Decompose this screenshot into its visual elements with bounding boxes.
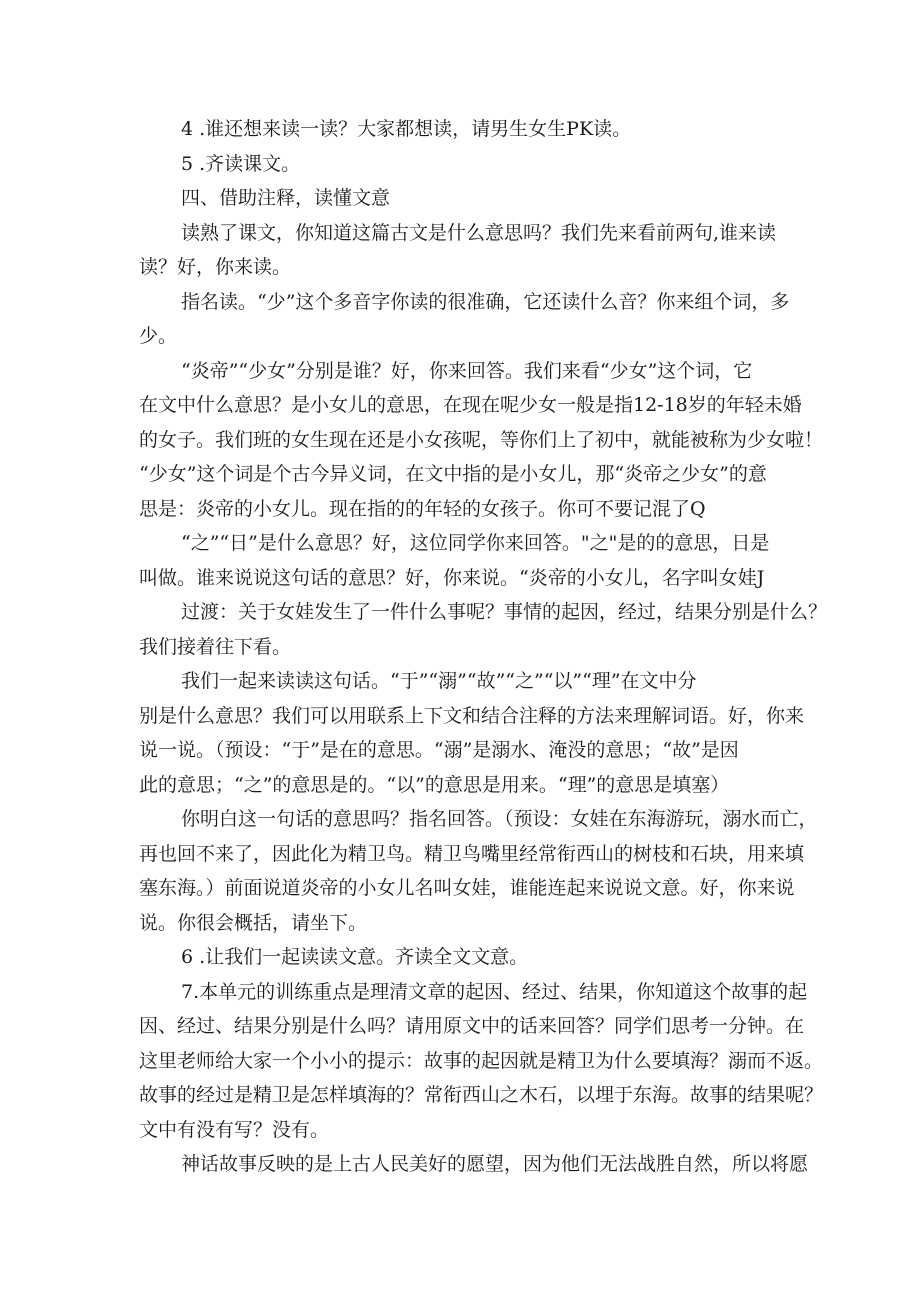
text-line: 文中有没有写？没有。 [139, 1119, 330, 1141]
text-line: 我们接着往下看。 [139, 636, 292, 658]
text-line: 4 .谁还想来读一读？大家都想读，请男生女生PK读。 [181, 118, 632, 140]
text-line: 5 .齐读课文。 [181, 153, 301, 175]
text-line: 别是什么意思？我们可以用联系上下文和结合注释的方法来理解词语。好，你来 [139, 705, 805, 727]
text-line: 7.本单元的训练重点是理清文章的起因、经过、结果，你知道这个故事的起 [181, 981, 808, 1003]
text-line: 读？好，你来读。 [139, 256, 292, 278]
text-line: 我们一起来读读这句话。“于”“溺”“故”“之”“以”“理”在文中分 [181, 670, 697, 692]
text-line: 说一说。（预设：“于”是在的意思。“溺”是溺水、淹没的意思；“故”是因 [139, 739, 739, 761]
text-line: 塞东海。）前面说道炎帝的小女儿名叫女娃，谁能连起来说说文意。好，你来说 [139, 877, 795, 899]
text-line: 因、经过、结果分别是什么吗？请用原文中的话来回答？同学们思考一分钟。在 [139, 1015, 805, 1037]
text-line: 叫做。谁来说说这句话的意思？好，你来说。“炎帝的小女儿，名字叫女娃J [139, 567, 765, 589]
text-line: 思是：炎帝的小女儿。现在指的的年轻的女孩子。你可不要记混了Q [139, 498, 706, 520]
text-line: 在文中什么意思？是小女儿的意思，在现在呢少女一般是指12-18岁的年轻未婚 [139, 394, 802, 416]
text-line: 再也回不来了，因此化为精卫鸟。精卫鸟嘴里经常衔西山的树枝和石块，用来填 [139, 843, 805, 865]
text-line: 说。你很会概括，请坐下。 [139, 912, 368, 934]
text-line: “之”“日”是什么意思？好，这位同学你来回答。"之"是的的意思，日是 [181, 532, 770, 554]
text-line: 指名读。“少”这个多音字你读的很准确，它还读什么音？你来组个词，多 [181, 291, 790, 313]
text-line: 过渡：关于女娃发生了一件什么事呢？事情的起因，经过，结果分别是什么？ [181, 601, 828, 623]
text-line: 6 .让我们一起读读文意。齐读全文文意。 [181, 946, 529, 968]
text-line: “炎帝”“少女”分别是谁？好，你来回答。我们来看“少女”这个词，它 [181, 360, 753, 382]
text-line: 的女子。我们班的女生现在还是小女孩呢，等你们上了初中，就能被称为少女啦！ [139, 429, 824, 451]
text-line: 神话故事反映的是上古人民美好的愿望，因为他们无法战胜自然，所以将愿 [181, 1153, 809, 1175]
text-line: 你明白这一句话的意思吗？指名回答。（预设：女娃在东海游玩，溺水而亡， [181, 808, 818, 830]
text-line: 故事的经过是精卫是怎样填海的？常衔西山之木石，以埋于东海。故事的结果呢？ [139, 1084, 824, 1106]
text-line: 此的意思；“之”的意思是的。“以”的意思是用来。“理”的意思是填塞） [139, 774, 730, 796]
text-line: 这里老师给大家一个小小的提示：故事的起因就是精卫为什么要填海？溺而不返。 [139, 1050, 824, 1072]
text-line: 读熟了课文，你知道这篇古文是什么意思吗？我们先来看前两句,谁来读 [181, 222, 777, 244]
section-heading: 四、借助注释，读懂文意 [181, 187, 391, 209]
text-line: 少。 [139, 325, 178, 347]
text-line: “少女”这个词是个古今异义词，在文中指的是小女儿，那“炎帝之少女”的意 [139, 463, 767, 485]
